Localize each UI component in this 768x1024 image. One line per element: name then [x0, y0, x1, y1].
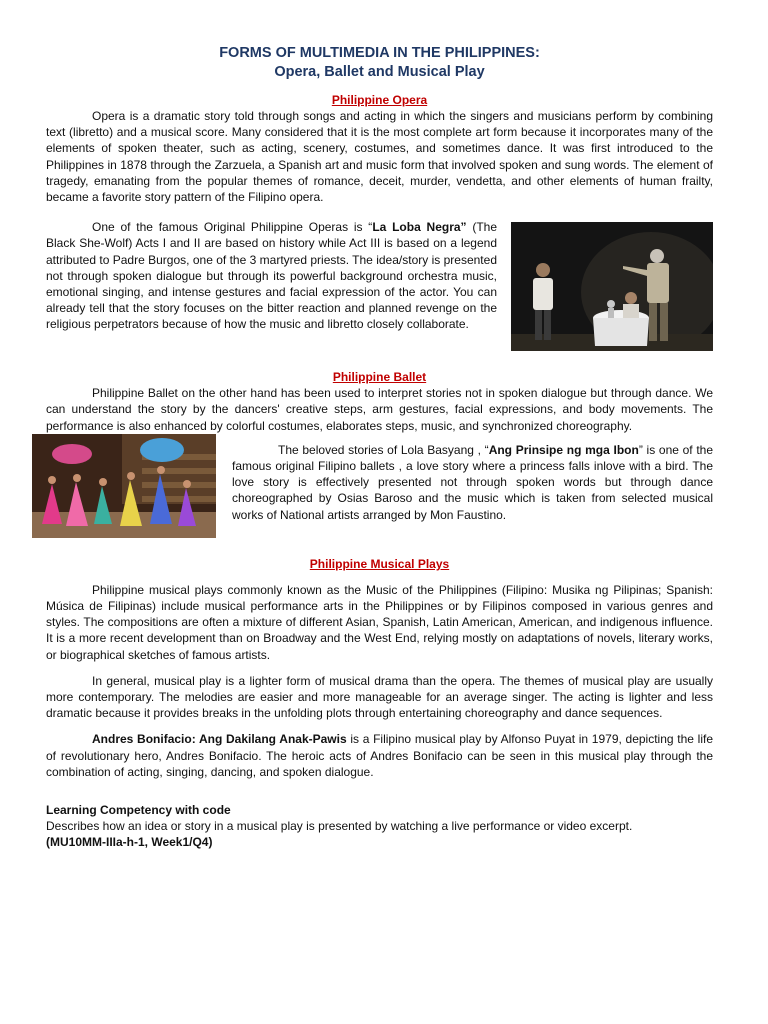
- musical-heading: Philippine Musical Plays: [309, 556, 450, 571]
- ballet-paragraph-2: The beloved stories of Lola Basyang , “Ang Prinsipe ng mga Ibon” is one of the famous original Filipino ballets , a love story where a princess falls inlove with a bird. The love story is effectively presented not through spoken words but through dance choreographed by Osias Baroso and the music which is taken from selected musical works of National artists arranged by Mon Faustino.: [232, 442, 713, 522]
- opera-heading: Philippine Opera: [331, 93, 428, 107]
- competency-text: Describes how an idea or story in a musical play is presented by watching a live performance or video excerpt.: [46, 819, 633, 834]
- opera-title-la-loba-negra: La Loba Negra”: [372, 220, 467, 235]
- competency-code: (MU10MM-IIIa-h-1, Week1/Q4): [46, 835, 213, 850]
- ballet-title-ang-prinsipe: Ang Prinsipe ng mga Ibon: [488, 442, 639, 457]
- musical-title-andres-bonifacio: Andres Bonifacio: Ang Dakilang Anak-Pawis: [92, 732, 347, 747]
- document-page: [46, 44, 713, 850]
- document-title: FORMS OF MULTIMEDIA IN THE PHILIPPINES:: [219, 45, 540, 61]
- ballet-heading: Philippine Ballet: [332, 370, 427, 385]
- opera-paragraph-2: One of the famous Original Philippine Operas is “La Loba Negra” (The Black She-Wolf) Acts I and II are based on history while Act III is based on a legend attributed to Padre Burgos, one of the 3 martyred priests. The idea/story is presented not through spoken dialogue but through its powerful background orchestra music, emotional singing, and intense gestures and facial expression of the actor. You can already tell that the story focuses on the bitter reaction and planned revenge on the religious perpetrators because of how the music and libretto closely collaborate.: [46, 220, 497, 332]
- ballet-photo: [32, 434, 216, 538]
- opera-paragraph-1: Opera is a dramatic story told through songs and acting in which the singers and musicians perform by combining text (libretto) and a musical score. Many considered that it is the most complete art form because it incorporates many of the elements of spoken theater, such as acting, scenery, costumes, and sometimes dance. It was first introduced to the Philippines in 1878 through the Zarzuela, a Spanish art and music form that involved spoken and sung words. The element of tragedy, emanating from the popular themes of romance, deceit, murder, vendetta, and other elements of human frailty, became a favorite story pattern of the Filipino opera.: [46, 109, 713, 205]
- musical-paragraph-2: In general, musical play is a lighter form of musical drama than the opera. The themes of musical play are usually more contemporary. The melodies are easier and more manageable for an average singer. The acting is lighter and less dramatic because it provides breaks in the unfolding plots through entertaining choreography and dance sequences.: [46, 673, 713, 721]
- opera-photo: [511, 222, 713, 351]
- musical-paragraph-1: Philippine musical plays commonly known as the Music of the Philippines (Filipino: Musika ng Pilipinas; Spanish: Música de Filipinas) include musical performance arts in the Philippines or by Filipinos composed in various genres and styles. The compositions are often a mixture of different Asian, Spanish, Latin American, American, and indigenous influence. It is a more recent development than on Broadway and the West End, relying mostly on adaptations of novels, literary works, or biographical sketches of famous artists.: [46, 582, 713, 662]
- ballet-paragraph-1: Philippine Ballet on the other hand has been used to interpret stories not in spoken dialogue but through dance. We can understand the story by the dancers' creative steps, arm gestures, facial expressions, and body movements. The performance is also enhanced by colorful costumes, elaborates steps, music, and synchronized choreography.: [46, 386, 713, 433]
- musical-paragraph-3: Andres Bonifacio: Ang Dakilang Anak-Pawis is a Filipino musical play by Alfonso Puyat in 1979, depicting the life of revolutionary hero, Andres Bonifacio. The heroic acts of Andres Bonifacio can be seen in this musical play through the combination of acting, singing, dancing, and spoken dialogue.: [46, 732, 713, 779]
- competency-heading: Learning Competency with code: [46, 803, 231, 818]
- document-subtitle: Opera, Ballet and Musical Play: [274, 64, 485, 80]
- singer-figure-seated: [623, 292, 639, 318]
